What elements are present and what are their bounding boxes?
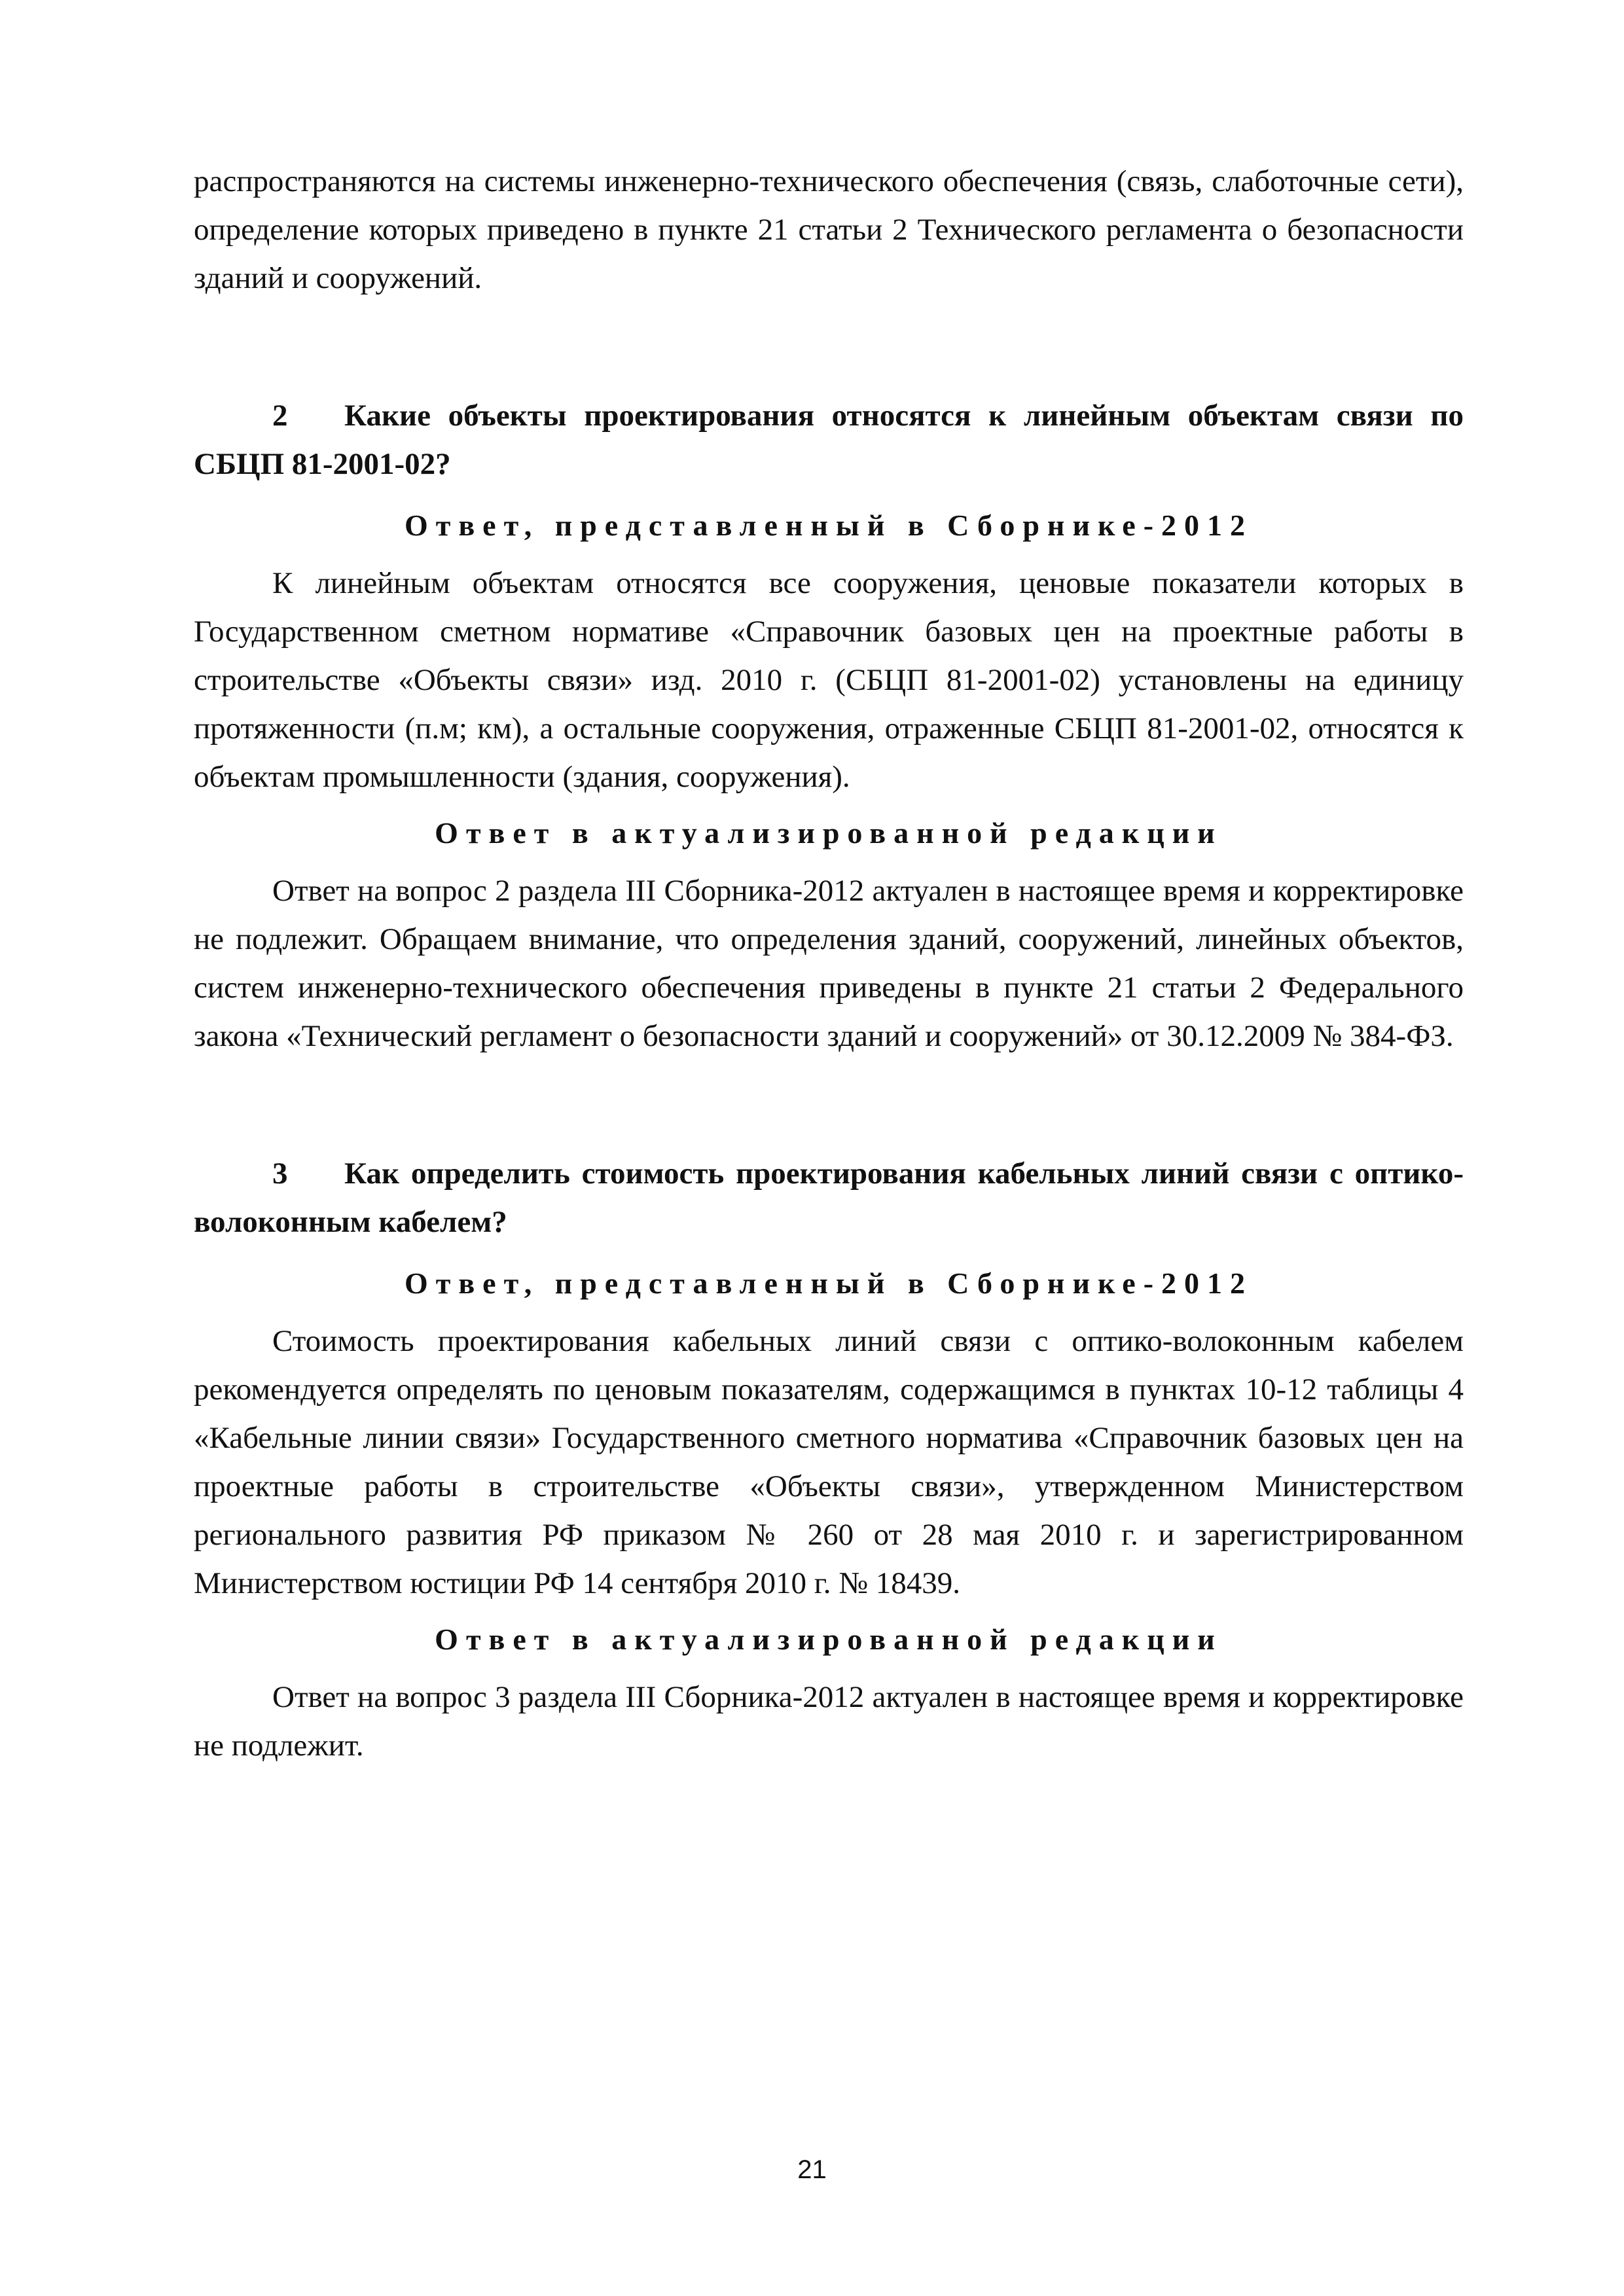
page-number: 21 bbox=[797, 2155, 827, 2184]
question-text: Какие объекты проектирования относятся к линейным объектам связи по СБЦП 81-2001-02? bbox=[194, 399, 1464, 481]
question-heading bbox=[194, 1149, 1464, 1246]
answer-updated-heading: Ответ в актуализированной редакции bbox=[435, 816, 1223, 850]
answer-2012-heading: Ответ, представленный в Сборнике-2012 bbox=[404, 509, 1254, 542]
question-block-3 bbox=[194, 1149, 1464, 1770]
answer-2012-paragraph: Стоимость проектирования кабельных линий связи с оптико-волоконным кабелем рекомендуется определять по ценовым показателям, содержащимся в пунктах 10-12 таблицы 4 «Кабельные линии связи» Государственного сметного норматива «Справочник базовых цен на проектные работы в строительстве «Объекты связи», утвержденном Министерством регионального развития РФ приказом № 260 от 28 мая 2010 г. и зарегистрированном Министерством юстиции РФ 14 сентября 2010 г. № 18439. bbox=[194, 1324, 1464, 1600]
answer-updated-paragraph: Ответ на вопрос 2 раздела III Сборника-2012 актуален в настоящее время и корректировке не подлежит. Обращаем внимание, что определения зданий, сооружений, линейных объектов, систем инженерно-технического обеспечения приведены в пункте 21 статьи 2 Федерального закона «Технический регламент о безопасности зданий и сооружений» от 30.12.2009 № 384-ФЗ. bbox=[194, 874, 1464, 1053]
question-number: 2 bbox=[272, 399, 288, 433]
answer-updated-heading: Ответ в актуализированной редакции bbox=[435, 1623, 1223, 1656]
page-content bbox=[194, 157, 1464, 1770]
answer-2012-heading: Ответ, представленный в Сборнике-2012 bbox=[404, 1266, 1254, 1300]
question-number: 3 bbox=[272, 1157, 288, 1191]
question-text: Как определить стоимость проектирования кабельных линий связи с оптико-волоконным кабелем? bbox=[194, 1157, 1464, 1239]
answer-2012-paragraph: К линейным объектам относятся все сооружения, ценовые показатели которых в Государственном сметном нормативе «Справочник базовых цен на проектные работы в строительстве «Объекты связи» изд. 2010 г. (СБЦП 81-2001-02) установлены на единицу протяженности (п.м; км), а остальные сооружения, отраженные СБЦП 81-2001-02, относятся к объектам промышленности (здания, сооружения). bbox=[194, 566, 1464, 794]
answer-updated-paragraph: Ответ на вопрос 3 раздела III Сборника-2012 актуален в настоящее время и корректировке не подлежит. bbox=[194, 1680, 1464, 1763]
question-heading bbox=[194, 391, 1464, 488]
intro-continuation-paragraph: распространяются на системы инженерно-технического обеспечения (связь, слаботочные сети), определение которых приведено в пункте 21 статьи 2 Технического регламента о безопасности зданий и сооружений. bbox=[194, 164, 1464, 295]
question-block-2 bbox=[194, 391, 1464, 1060]
